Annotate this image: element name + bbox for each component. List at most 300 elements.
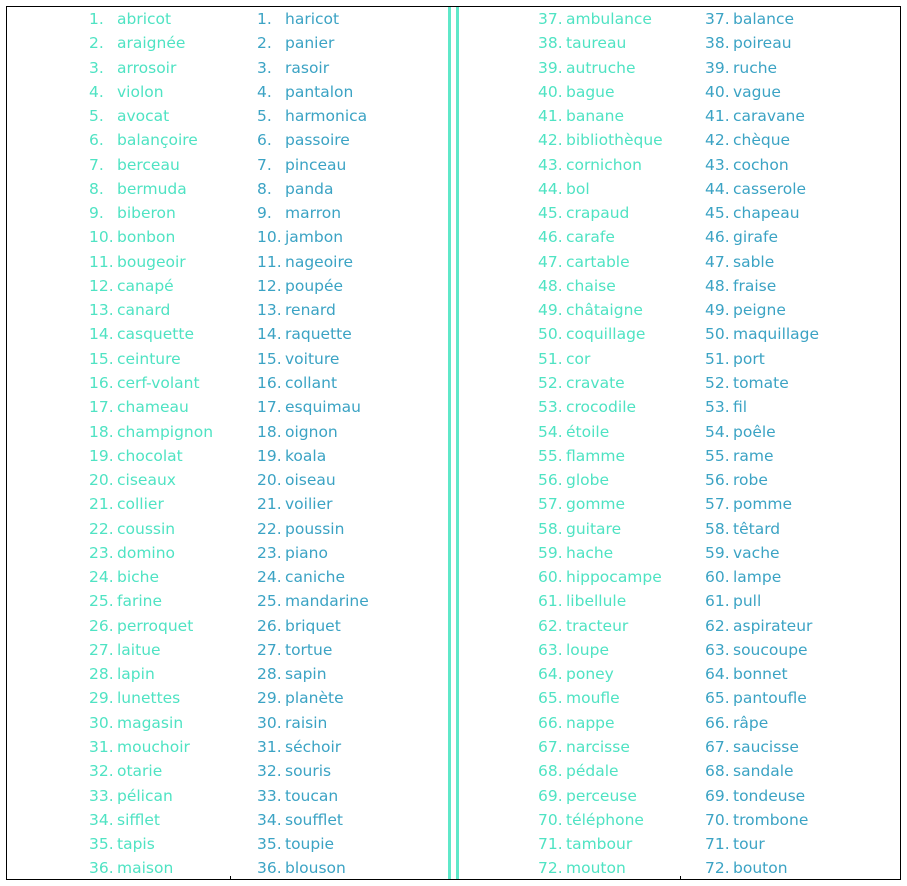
item-number: 62. [705,616,730,635]
list-item [257,104,407,128]
item-word: cartable [566,252,630,271]
item-number: 7. [257,155,272,174]
list-item [257,492,407,516]
list-item [705,808,855,832]
item-number: 43. [538,155,563,174]
item-number: 14. [257,325,282,344]
item-word: port [733,349,765,368]
item-word: tomate [733,373,789,392]
list-item [538,711,688,735]
item-number: 54. [538,422,563,441]
item-number: 66. [538,713,563,732]
item-number: 72. [705,859,730,878]
list-item [538,808,688,832]
item-word: hippocampe [566,568,662,587]
item-number: 64. [705,665,730,684]
item-word: hache [566,543,614,562]
item-word: loupe [566,640,609,659]
word-column-2 [257,7,407,881]
item-number: 57. [538,495,563,514]
item-number: 17. [89,398,114,417]
item-word: soucoupe [733,640,808,659]
item-number: 51. [538,349,563,368]
item-number: 25. [257,592,282,611]
item-word: ruche [733,58,778,77]
list-item [538,759,688,783]
item-word: mandarine [285,592,369,611]
list-item [257,177,407,201]
list-item [89,128,239,152]
item-word: panier [285,34,335,53]
item-number: 2. [257,34,272,53]
word-list-page [6,6,901,880]
item-word: jambon [285,228,344,247]
item-number: 53. [705,398,730,417]
item-word: poireau [733,34,792,53]
item-word: carafe [566,228,615,247]
item-word: avocat [117,107,170,126]
list-item [705,298,855,322]
item-word: mouton [566,859,626,878]
item-number: 70. [705,810,730,829]
item-number: 33. [257,786,282,805]
item-word: râpe [733,713,769,732]
item-number: 44. [538,179,563,198]
list-item [257,31,407,55]
list-item [257,735,407,759]
list-item [89,662,239,686]
item-word: bibliothèque [566,131,663,150]
item-word: têtard [733,519,781,538]
item-word: fil [733,398,748,417]
item-word: domino [117,543,176,562]
item-word: rame [733,446,774,465]
item-word: rasoir [285,58,330,77]
item-number: 5. [89,107,104,126]
item-number: 56. [538,471,563,490]
item-number: 49. [705,301,730,320]
item-number: 23. [257,543,282,562]
item-number: 71. [538,835,563,854]
list-item [89,492,239,516]
list-item [89,322,239,346]
item-number: 53. [538,398,563,417]
item-number: 64. [538,665,563,684]
list-item [538,856,688,880]
word-column-3 [538,7,688,881]
item-word: koala [285,446,327,465]
list-item [705,395,855,419]
item-number: 48. [705,276,730,295]
item-number: 34. [89,810,114,829]
list-item [257,832,407,856]
item-number: 47. [705,252,730,271]
item-word: lampe [733,568,782,587]
item-word: perroquet [117,616,194,635]
item-word: maison [117,859,174,878]
item-word: chocolat [117,446,183,465]
list-item [89,250,239,274]
list-item [89,468,239,492]
item-number: 8. [257,179,272,198]
item-word: bol [566,179,590,198]
item-word: oiseau [285,471,336,490]
list-item [89,298,239,322]
item-word: bague [566,82,615,101]
list-item [538,686,688,710]
list-item [89,347,239,371]
item-number: 31. [89,737,114,756]
item-word: tracteur [566,616,629,635]
item-number: 50. [705,325,730,344]
item-number: 43. [705,155,730,174]
item-word: sable [733,252,775,271]
list-item [257,80,407,104]
word-column-1 [89,7,239,881]
item-number: 15. [89,349,114,368]
item-word: lapin [117,665,155,684]
item-number: 20. [257,471,282,490]
item-number: 57. [705,495,730,514]
item-word: téléphone [566,810,644,829]
item-number: 24. [89,568,114,587]
item-number: 59. [538,543,563,562]
item-number: 11. [257,252,282,271]
list-item [89,832,239,856]
item-word: blouson [285,859,346,878]
list-item [89,541,239,565]
item-word: robe [733,471,768,490]
item-word: esquimau [285,398,362,417]
list-item [257,686,407,710]
list-item [257,395,407,419]
item-word: chaise [566,276,616,295]
item-word: raisin [285,713,328,732]
item-word: briquet [285,616,341,635]
item-word: caniche [285,568,346,587]
list-item [538,541,688,565]
list-item [257,56,407,80]
item-word: casserole [733,179,807,198]
item-number: 51. [705,349,730,368]
item-number: 22. [89,519,114,538]
list-item [538,250,688,274]
item-number: 7. [89,155,104,174]
item-number: 41. [705,107,730,126]
item-number: 27. [89,640,114,659]
item-word: moufle [566,689,620,708]
item-number: 45. [705,204,730,223]
item-word: tambour [566,835,633,854]
word-column-4 [705,7,855,881]
item-number: 22. [257,519,282,538]
item-number: 36. [257,859,282,878]
list-item [538,638,688,662]
item-word: voiture [285,349,340,368]
double-divider-line-left [448,7,451,879]
item-number: 21. [89,495,114,514]
item-number: 27. [257,640,282,659]
item-word: banane [566,107,625,126]
list-item [257,662,407,686]
list-item [89,225,239,249]
list-item [257,614,407,638]
item-number: 13. [89,301,114,320]
list-item [705,31,855,55]
list-item [705,153,855,177]
list-item [89,784,239,808]
item-number: 1. [89,10,104,28]
item-word: arrosoir [117,58,177,77]
list-item [257,468,407,492]
item-number: 5. [257,107,272,126]
item-number: 24. [257,568,282,587]
item-number: 29. [257,689,282,708]
item-number: 72. [538,859,563,878]
item-word: souris [285,762,332,781]
item-word: aspirateur [733,616,813,635]
item-number: 32. [89,762,114,781]
item-number: 62. [538,616,563,635]
item-word: panda [285,179,334,198]
item-number: 20. [89,471,114,490]
item-word: poêle [733,422,776,441]
item-number: 47. [538,252,563,271]
item-number: 67. [705,737,730,756]
item-word: pélican [117,786,173,805]
list-item [257,808,407,832]
list-item [705,468,855,492]
list-item [89,735,239,759]
item-word: flamme [566,446,625,465]
item-word: fraise [733,276,777,295]
item-word: champignon [117,422,214,441]
item-word: chapeau [733,204,800,223]
list-item [538,395,688,419]
item-word: perceuse [566,786,637,805]
list-item [89,589,239,613]
item-number: 30. [89,713,114,732]
item-number: 19. [257,446,282,465]
item-number: 52. [705,373,730,392]
item-word: séchoir [285,737,342,756]
item-number: 58. [538,519,563,538]
item-word: vache [733,543,780,562]
list-item [705,347,855,371]
item-word: guitare [566,519,622,538]
list-item [538,784,688,808]
item-word: bougeoir [117,252,186,271]
item-number: 69. [705,786,730,805]
item-word: vague [733,82,781,101]
item-word: canard [117,301,171,320]
list-item [705,589,855,613]
item-word: taureau [566,34,627,53]
item-word: collier [117,495,164,514]
item-number: 35. [89,835,114,854]
item-word: marron [285,204,342,223]
list-item [538,80,688,104]
list-item [89,614,239,638]
list-item [89,444,239,468]
list-item [705,371,855,395]
item-word: toupie [285,835,335,854]
list-item [705,56,855,80]
item-word: mouchoir [117,737,190,756]
item-number: 30. [257,713,282,732]
item-number: 71. [705,835,730,854]
item-number: 3. [257,58,272,77]
list-item [257,250,407,274]
item-word: sandale [733,762,794,781]
item-number: 68. [705,762,730,781]
list-item [705,686,855,710]
list-item [89,201,239,225]
list-item [257,565,407,589]
item-number: 36. [89,859,114,878]
item-number: 37. [705,10,730,28]
list-item [89,104,239,128]
list-item [538,177,688,201]
list-item [89,153,239,177]
list-item [538,298,688,322]
list-item [705,80,855,104]
item-number: 39. [538,58,563,77]
item-word: balançoire [117,131,198,150]
item-number: 18. [257,422,282,441]
list-item [705,541,855,565]
list-item [705,225,855,249]
item-number: 63. [538,640,563,659]
list-item [89,371,239,395]
list-item [705,614,855,638]
item-word: gomme [566,495,626,514]
item-word: tapis [117,835,155,854]
list-item [257,225,407,249]
item-number: 13. [257,301,282,320]
item-number: 69. [538,786,563,805]
item-word: pomme [733,495,793,514]
list-item [257,347,407,371]
item-number: 38. [705,34,730,53]
item-word: girafe [733,228,779,247]
item-word: cochon [733,155,789,174]
list-item [89,517,239,541]
item-word: nappe [566,713,615,732]
item-word: araignée [117,34,186,53]
list-item [89,395,239,419]
item-word: sapin [285,665,327,684]
item-word: raquette [285,325,352,344]
item-number: 15. [257,349,282,368]
item-number: 6. [257,131,272,150]
item-word: passoire [285,131,350,150]
item-number: 37. [538,10,563,28]
list-item [257,7,407,31]
list-item [538,7,688,31]
list-item [257,298,407,322]
item-number: 12. [257,276,282,295]
item-number: 38. [538,34,563,53]
item-word: peigne [733,301,786,320]
item-word: canapé [117,276,174,295]
item-word: voilier [285,495,333,514]
list-item [89,274,239,298]
item-number: 67. [538,737,563,756]
list-item [705,638,855,662]
list-item [89,856,239,880]
item-number: 28. [89,665,114,684]
item-number: 56. [705,471,730,490]
list-item [89,759,239,783]
item-number: 66. [705,713,730,732]
list-item [257,322,407,346]
item-word: autruche [566,58,636,77]
item-number: 9. [89,204,104,223]
item-word: ambulance [566,10,652,28]
item-number: 52. [538,373,563,392]
item-word: libellule [566,592,627,611]
list-item [89,638,239,662]
item-number: 6. [89,131,104,150]
item-word: narcisse [566,737,630,756]
list-item [538,274,688,298]
list-item [257,638,407,662]
list-item [538,444,688,468]
list-item [705,856,855,880]
item-word: cerf-volant [117,373,200,392]
item-number: 65. [705,689,730,708]
item-word: oignon [285,422,338,441]
list-item [538,371,688,395]
item-number: 42. [705,131,730,150]
item-word: renard [285,301,336,320]
list-item [257,517,407,541]
item-number: 50. [538,325,563,344]
list-item [705,735,855,759]
list-item [538,225,688,249]
list-item [538,201,688,225]
list-item [257,541,407,565]
item-number: 61. [705,592,730,611]
list-item [538,589,688,613]
cell-border-tick [680,876,681,880]
list-item [89,565,239,589]
item-number: 49. [538,301,563,320]
list-item [89,7,239,31]
list-item [538,468,688,492]
item-word: maquillage [733,325,820,344]
item-number: 16. [89,373,114,392]
item-number: 26. [89,616,114,635]
list-item [705,444,855,468]
item-word: cor [566,349,591,368]
item-number: 35. [257,835,282,854]
item-number: 60. [538,568,563,587]
item-word: bonnet [733,665,788,684]
item-word: collant [285,373,338,392]
item-word: bouton [733,859,788,878]
list-item [89,80,239,104]
item-number: 17. [257,398,282,417]
item-number: 61. [538,592,563,611]
item-word: otarie [117,762,163,781]
item-word: coquillage [566,325,646,344]
list-item [89,711,239,735]
list-item [705,759,855,783]
list-item [257,420,407,444]
item-word: coussin [117,519,176,538]
